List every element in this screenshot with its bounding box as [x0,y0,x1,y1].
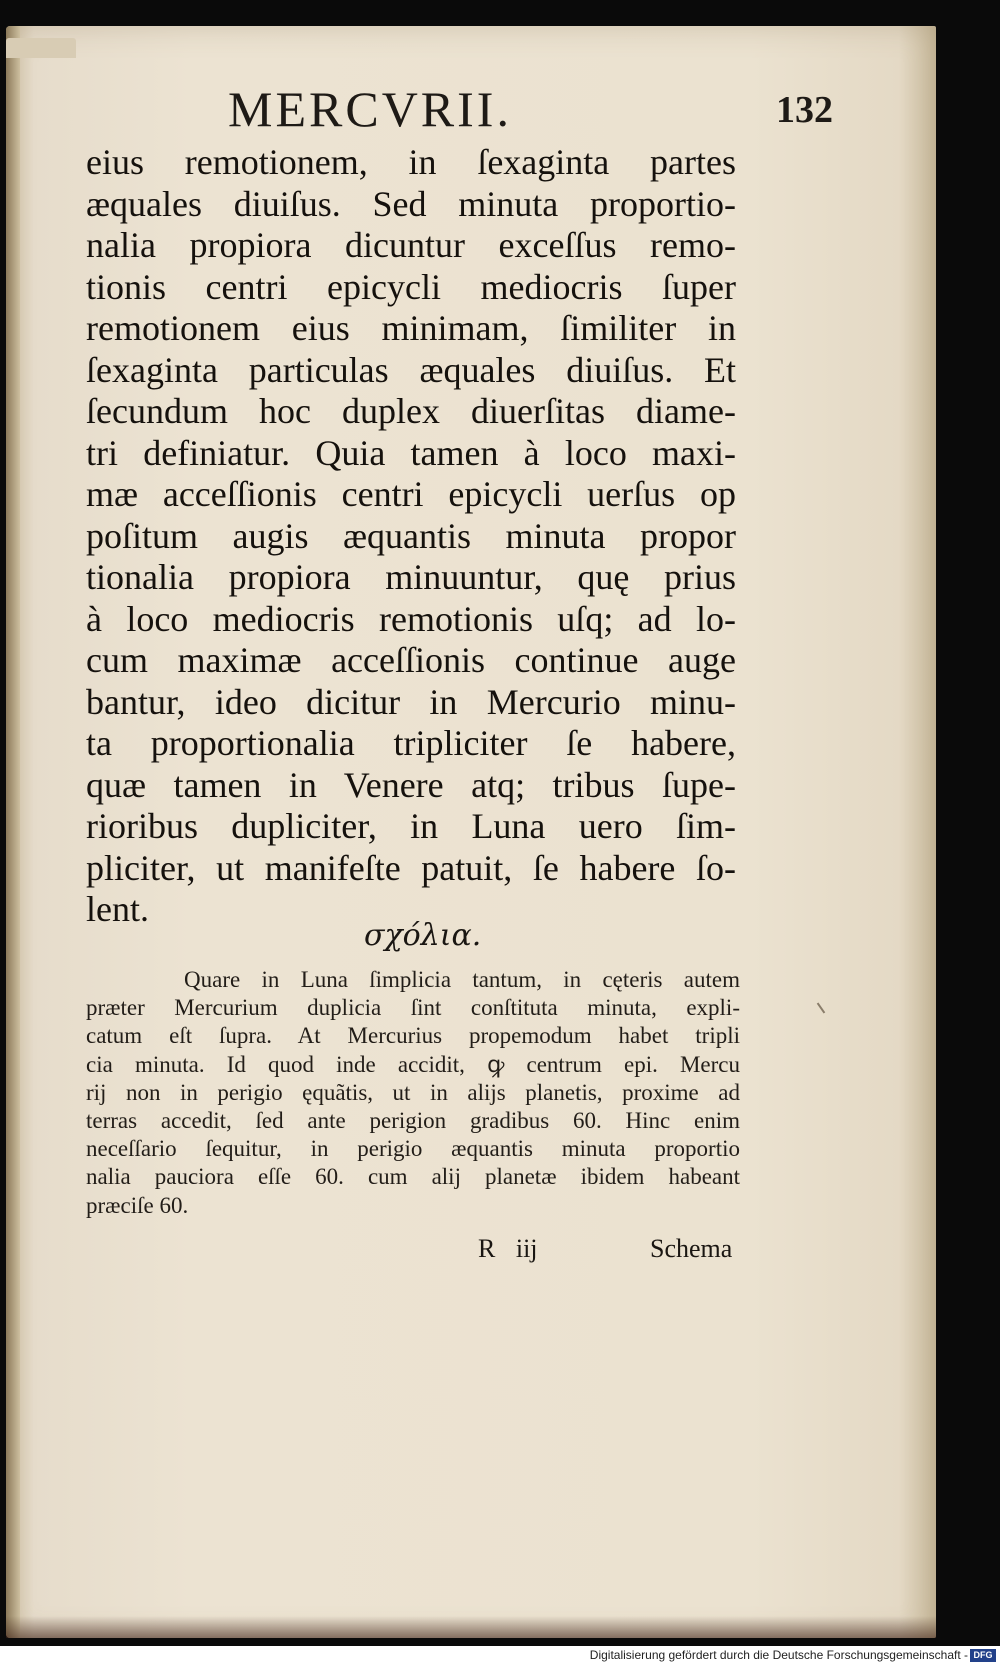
text-line: quæ tamen in Venere atq; tribus ſupe- [86,764,736,805]
note-line: nalia pauciora eſſe 60. cum alij planetæ ibidem habeant [86,1164,740,1190]
text-line: remotionem eius minimam, ſimiliter in [86,308,736,348]
text-line: rioribus dupliciter, in Luna uero ſim- [86,806,736,846]
funding-credit: Digitalisierung gefördert durch die Deutsche Forschungsgemeinschaft - [589,1648,968,1662]
text-line: mæ acceſſionis centri epicycli uerſus op [86,474,736,514]
page-tab [6,38,76,58]
text-line: eius remotionem, in ſexaginta partes [86,142,736,182]
text-line: tionalia propiora minuuntur, quę prius [86,557,736,597]
text-line: cum maximæ acceſſionis continue auge [86,640,736,680]
text-line: ta proportionalia tripliciter ſe habere, [86,723,736,763]
text-line: pliciter, ut manifeſte patuit, ſe habere ſo- [86,847,736,888]
main-text-block [86,142,736,931]
text-line: tri definiatur. Quia tamen à loco maxi- [86,432,736,473]
page-edge [6,26,20,1638]
text-line: tionis centri epicycli mediocris ſuper [86,266,736,307]
note-line: catum eſt ſupra. At Mercurius propemodum habet tripli [86,1023,740,1049]
text-line: bantur, ideo dicitur in Mercurio minu- [86,681,736,722]
digitization-footer [0,1646,1000,1666]
note-line: præter Mercurium duplicia ſint conſtituta minuta, expli- [86,995,740,1021]
dfg-logo-icon[interactable]: DFG [970,1649,996,1662]
signature-mark: R iij [478,1234,538,1263]
page-bottom-shadow [6,1616,936,1638]
text-line: poſitum augis æquantis minuta propor [86,515,736,556]
running-head: MERCVRII. [228,81,512,137]
note-line: neceſſario ſequitur, in perigio æquantis minuta proportio [86,1136,740,1162]
page-number: 132 [776,89,833,131]
text-line: æquales diuiſus. Sed minuta proportio- [86,183,736,224]
text-line: à loco mediocris remotionis uſq; ad lo- [86,598,736,639]
scholia-text-block [86,966,740,1220]
text-line: lent. [86,889,149,929]
note-line: cia minuta. Id quod inde accidit, ꝙ centrum epi. Mercu [86,1051,740,1077]
note-line: præciſe 60. [86,1192,189,1218]
text-line: ſecundum hoc duplex diuerſitas diame- [86,391,736,431]
text-line: nalia propiora dicuntur exceſſus remo- [86,225,736,265]
scholia-heading: σχόλια. [364,918,482,953]
note-line: Quare in Luna ſimplicia tantum, in cęteris autem [184,967,740,992]
catchword: Schema [650,1234,733,1263]
note-line: terras accedit, ſed ante perigion gradibus 60. Hinc enim [86,1107,740,1133]
note-line: rij non in perigio ęquãtis, ut in alijs planetis, proxime ad [86,1079,740,1105]
text-line: ſexaginta particulas æquales diuiſus. Et [86,349,736,390]
